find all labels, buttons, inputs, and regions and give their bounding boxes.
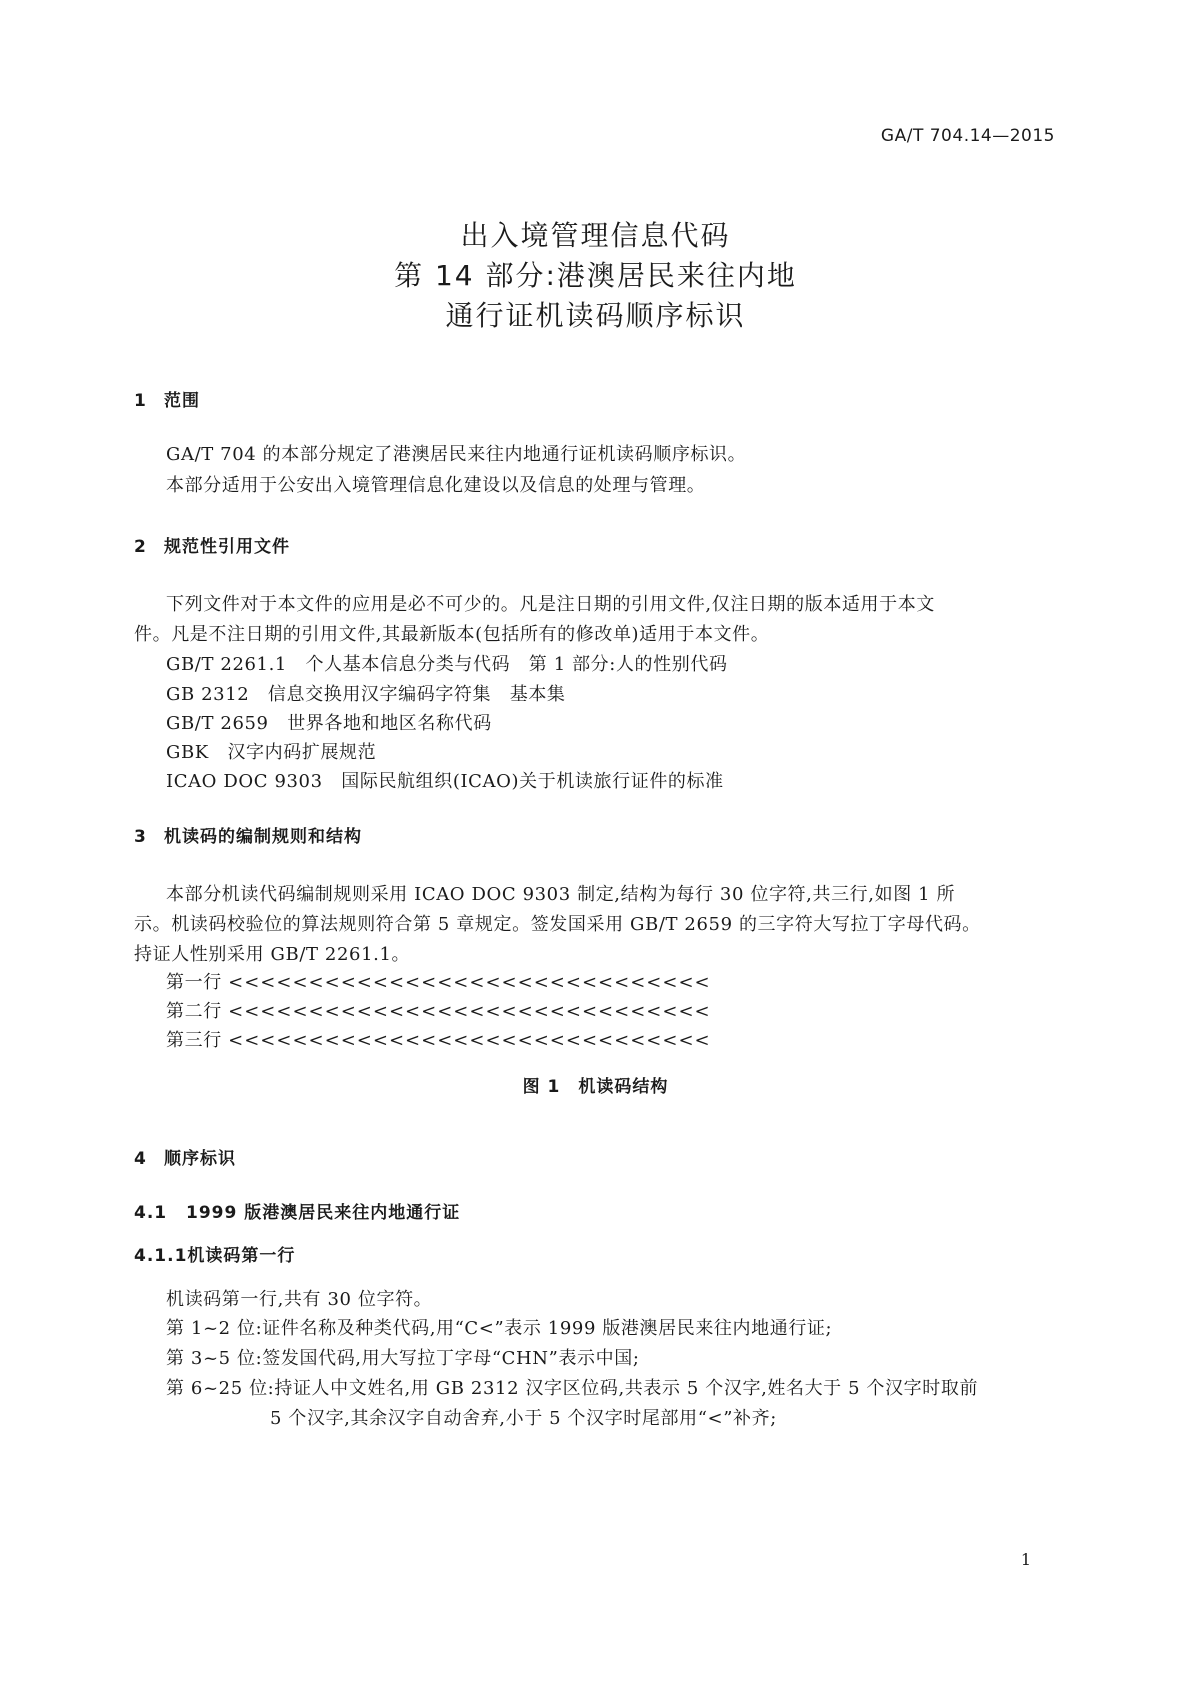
title-line-3: 通行证机读码顺序标识 bbox=[445, 299, 746, 332]
title-line-1: 出入境管理信息代码 bbox=[460, 219, 731, 252]
section-title: 规范性引用文件 bbox=[164, 537, 290, 557]
paragraph: 第 3~5 位:签发国代码,用大写拉丁字母“CHN”表示中国; bbox=[166, 1348, 640, 1369]
subsection-4-1-1-heading bbox=[134, 1241, 295, 1266]
mrz-row-value: <<<<<<<<<<<<<<<<<<<<<<<<<<<<<< bbox=[228, 1030, 711, 1051]
section-number: 1 bbox=[134, 391, 147, 411]
subsection-4-1-heading bbox=[134, 1198, 460, 1223]
section-3-heading bbox=[134, 822, 362, 847]
paragraph: 件。凡是不注日期的引用文件,其最新版本(包括所有的修改单)适用于本文件。 bbox=[134, 624, 770, 645]
section-1-heading bbox=[134, 386, 200, 411]
figure-caption: 图 1 机读码结构 bbox=[522, 1077, 669, 1097]
title-line-2: 第 14 部分:港澳居民来往内地 bbox=[394, 259, 797, 292]
reference-item: GBK 汉字内码扩展规范 bbox=[166, 742, 377, 763]
mrz-row bbox=[166, 997, 711, 1023]
paragraph: 机读码第一行,共有 30 位字符。 bbox=[166, 1289, 433, 1310]
paragraph: 第 6~25 位:持证人中文姓名,用 GB 2312 汉字区位码,共表示 5 个汉字,姓名大于 5 个汉字时取前 bbox=[166, 1378, 979, 1399]
paragraph: 本部分适用于公安出入境管理信息化建设以及信息的处理与管理。 bbox=[166, 475, 706, 496]
paragraph: 本部分机读代码编制规则采用 ICAO DOC 9303 制定,结构为每行 30 位字符,共三行,如图 1 所 bbox=[166, 884, 956, 905]
mrz-row-label: 第二行 bbox=[166, 1001, 222, 1022]
mrz-row-value: <<<<<<<<<<<<<<<<<<<<<<<<<<<<<< bbox=[228, 972, 711, 993]
mrz-row-label: 第一行 bbox=[166, 972, 222, 993]
reference-item: ICAO DOC 9303 国际民航组织(ICAO)关于机读旅行证件的标准 bbox=[166, 771, 724, 792]
section-title: 范围 bbox=[164, 391, 200, 411]
section-4-heading bbox=[134, 1144, 236, 1169]
page-number: 1 bbox=[1020, 1550, 1031, 1569]
section-number: 2 bbox=[134, 537, 147, 557]
section-title: 机读码的编制规则和结构 bbox=[164, 827, 362, 847]
mrz-row bbox=[166, 1026, 711, 1052]
paragraph: 示。机读码校验位的算法规则符合第 5 章规定。签发国采用 GB/T 2659 的三字符大写拉丁字母代码。 bbox=[134, 914, 981, 935]
section-2-heading bbox=[134, 532, 290, 557]
subsection-title: 机读码第一行 bbox=[187, 1246, 296, 1266]
standard-code: GA/T 704.14—2015 bbox=[880, 126, 1055, 146]
paragraph-continuation: 5 个汉字,其余汉字自动舍弃,小于 5 个汉字时尾部用“<”补齐; bbox=[270, 1408, 777, 1429]
mrz-row-label: 第三行 bbox=[166, 1030, 222, 1051]
section-title: 顺序标识 bbox=[164, 1149, 236, 1169]
mrz-row-value: <<<<<<<<<<<<<<<<<<<<<<<<<<<<<< bbox=[228, 1001, 711, 1022]
reference-item: GB 2312 信息交换用汉字编码字符集 基本集 bbox=[166, 684, 566, 705]
reference-item: GB/T 2261.1 个人基本信息分类与代码 第 1 部分:人的性别代码 bbox=[166, 654, 728, 675]
mrz-row bbox=[166, 968, 711, 994]
reference-item: GB/T 2659 世界各地和地区名称代码 bbox=[166, 713, 492, 734]
subsection-title: 1999 版港澳居民来往内地通行证 bbox=[186, 1203, 461, 1223]
paragraph: 下列文件对于本文件的应用是必不可少的。凡是注日期的引用文件,仅注日期的版本适用于本文 bbox=[166, 594, 935, 615]
paragraph: GA/T 704 的本部分规定了港澳居民来往内地通行证机读码顺序标识。 bbox=[166, 444, 747, 465]
subsection-number: 4.1.1 bbox=[134, 1246, 188, 1266]
paragraph: 第 1~2 位:证件名称及种类代码,用“C<”表示 1999 版港澳居民来往内地通行证; bbox=[166, 1318, 833, 1339]
paragraph: 持证人性别采用 GB/T 2261.1。 bbox=[134, 944, 411, 965]
section-number: 3 bbox=[134, 827, 147, 847]
section-number: 4 bbox=[134, 1149, 147, 1169]
subsection-number: 4.1 bbox=[134, 1203, 168, 1223]
